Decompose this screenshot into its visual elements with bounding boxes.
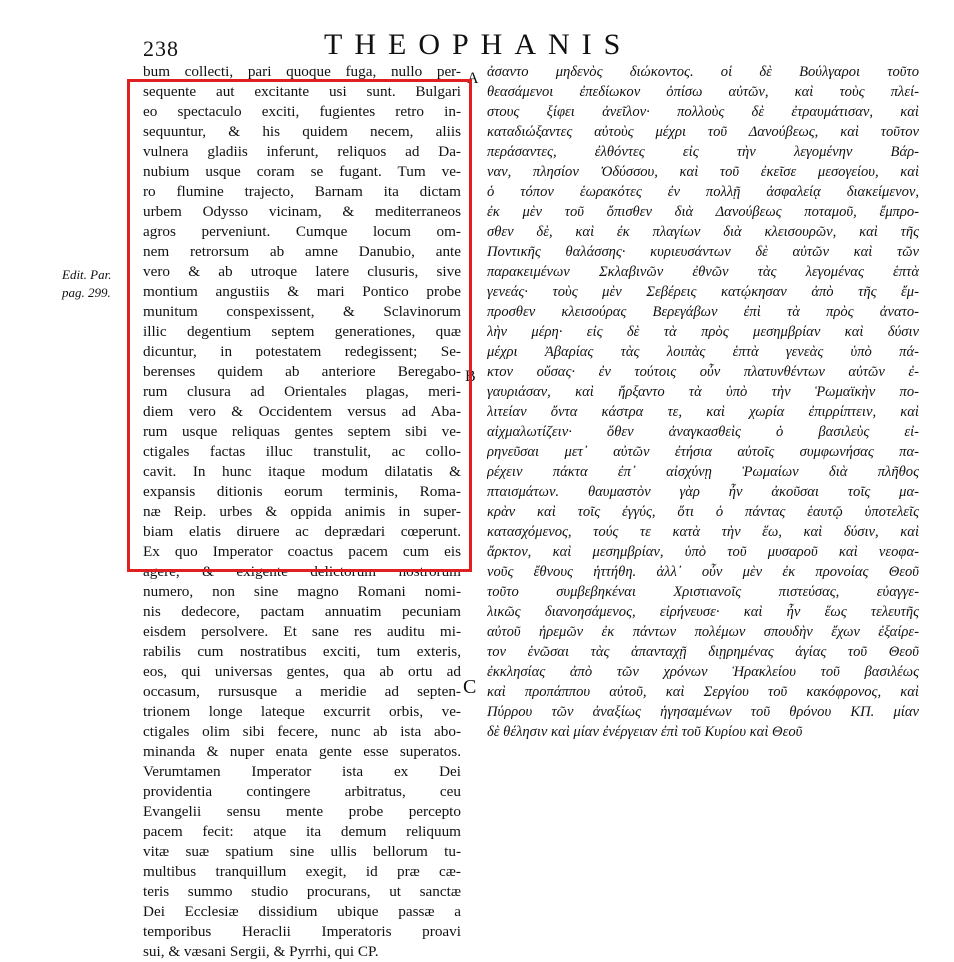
greek-text-line: δὲ θέλησιν καὶ μίαν ἐνέργειαν ἐπὶ τοῦ Κυρίου καὶ Θεοῦ: [487, 724, 803, 740]
latin-text-line: agere, & exigente delictorum nostrorum: [143, 563, 461, 580]
latin-text-line: illic degentium septem generationes, quæ: [143, 323, 461, 340]
greek-text-line: θεασάμενοι ἐπεδίωκον ὀπίσω αὐτῶν, καὶ τοὺς πλεί-: [487, 84, 919, 100]
greek-text-line: τοῦτο συμβεβηκέναι Χριστιανοῖς πιστεύσας, εὐαγγε-: [487, 584, 919, 600]
latin-text-line: eisdem persolvere. Et sane res auditu mi-: [143, 623, 461, 640]
latin-text-line: næ Reip. urbes & oppida animis in super-: [143, 503, 461, 520]
section-letter-b: B: [465, 368, 476, 385]
latin-text-line: montium angustiis & mari Pontico probe: [143, 283, 461, 300]
latin-text-line: numero, non sine magno Romani nomi-: [143, 583, 461, 600]
latin-text-line: providentia contingere arbitratus, ceu: [143, 783, 461, 800]
latin-text-line: rum clusura ad Orientales plagas, meri-: [143, 383, 461, 400]
greek-text-line: περάσαντες, ἐλθόντες εἰς τὴν λεγομένην Βάρ-: [487, 144, 919, 160]
section-letter-c: C: [463, 676, 477, 698]
greek-text-line: νοῦς ἔθνους ἡττήθη. ἀλλ᾽ οὖν μὲν ἐκ προνοίας Θεοῦ: [487, 564, 919, 580]
greek-text-line: ἐκ μὲν τοῦ ὄπισθεν διὰ Δανούβεως ποταμοῦ, ἔμπρο-: [487, 204, 919, 220]
latin-text-line: cavit. In hunc itaque modum dilatatis &: [143, 463, 461, 480]
greek-text-line: πταισμάτων. θαυμαστὸν γὰρ ἦν ἀκοῦσαι τοῖς μα-: [487, 484, 919, 500]
latin-text-line: sequuntur, & his quidem necem, aliis: [143, 123, 461, 140]
margin-note: [62, 266, 111, 302]
greek-text-line: προσθεν κλεισούρας Βερεγάβων ἐπὶ τὰ πρὸς ἀνατο-: [487, 304, 919, 320]
greek-text-line: Πύρρου τῶν ἀναξίως ἡγησαμένων τοῦ θρόνου ΚΠ. μίαν: [487, 704, 919, 720]
latin-text-line: expansis ditionis eorum terminis, Roma-: [143, 483, 461, 500]
greek-text-line: ἄρκτον, καὶ μεσημβρίαν, ὑπὸ τοῦ μυσαροῦ καὶ νεοφα-: [487, 544, 919, 560]
latin-text-line: sui, & væsani Sergii, & Pyrrhi, qui CP.: [143, 943, 379, 960]
greek-text-line: αἰχμαλωτίζειν· ὅθεν ἀναγκασθεὶς ὁ βασιλεὺς εἰ-: [487, 424, 919, 440]
greek-text-line: ναν, πλησίον Ὀδύσσου, καὶ τοῦ ἐκεῖσε μεσογείου, καὶ: [487, 164, 919, 180]
latin-text-line: biam elatis diruere ac deprædari cœperunt.: [143, 523, 461, 540]
latin-text-line: dicuntur, in potestatem redegissent; Se-: [143, 343, 461, 360]
latin-text-line: Evangelii sensu mente probe percepto: [143, 803, 461, 820]
greek-text-line: ἐκκλησίας ἀπὸ τῶν χρόνων Ἡρακλείου τοῦ βασιλέως: [487, 664, 919, 680]
section-letter-a: A: [467, 70, 479, 87]
greek-text-line: ρηνεῦσαι μετ᾽ αὐτῶν ἐτήσια αὐτοῖς συμφωνήσας πα-: [487, 444, 919, 460]
latin-text-line: nubium usque coram se fugant. Tum ve-: [143, 163, 461, 180]
latin-text-line: Dei Ecclesiæ dissidium ubique passæ a: [143, 903, 461, 920]
latin-text-line: eo spectaculo exciti, fugientes retro in-: [143, 103, 461, 120]
latin-text-line: bum collecti, pari quoque fuga, nullo per-: [143, 63, 461, 80]
latin-text-line: vero & ab utroque latere clusuris, sive: [143, 263, 461, 280]
greek-text-line: παρακειμένων Σκλαβινῶν ἐθνῶν τὰς λεγομένας ἑπτὰ: [487, 264, 919, 280]
latin-text-line: berenses quidem ab anteriore Beregabo-: [143, 363, 461, 380]
greek-text-line: μέχρι Ἀβαρίας τὰς λοιπὰς ἑπτὰ γενεὰς ὑπὸ πά-: [487, 344, 919, 360]
running-title: THEOPHANIS: [324, 28, 633, 61]
latin-text-line: eos, qui universas gentes, qua ab ortu ad: [143, 663, 461, 680]
latin-text-line: rabilis cum nostratibus exciti, tum exteris,: [143, 643, 461, 660]
latin-text-line: ctigales factas illuc transtulit, ac collo-: [143, 443, 461, 460]
greek-text-line: ἀσαντο μηδενὸς διώκοντος. οἱ δὲ Βούλγαροι τοῦτο: [487, 64, 919, 80]
greek-text-line: ρέχειν πάκτα ἐπ᾽ αἰσχύνῃ Ῥωμαίων διὰ πλῆθος: [487, 464, 919, 480]
latin-text-line: sequente aut excitante usi sunt. Bulgari: [143, 83, 461, 100]
greek-text-line: ὁ τόπον ἑωρακότες ἐν πολλῇ ἀσφαλείᾳ διακείμενον,: [487, 184, 919, 200]
page-number: 238: [143, 36, 179, 61]
latin-text-line: vulnera gladiis inferunt, reliquos ad Da-: [143, 143, 461, 160]
latin-text-line: diem vero & Occidentem versus ad Aba-: [143, 403, 461, 420]
latin-text-line: nis dedecore, pactam annuatim pecuniam: [143, 603, 461, 620]
greek-text-line: τον ἑνῶσαι τὰς ἁπανταχῇ διῃρημένας ἁγίας τοῦ Θεοῦ: [487, 644, 919, 660]
greek-text-line: λικῶς διανοησάμενος, εἰρήνευσε· καὶ ἦν ἕως τελευτῆς: [487, 604, 919, 620]
latin-text-line: Verumtamen Imperator ista ex Dei: [143, 763, 461, 780]
greek-text-line: γενεάς· τοὺς μὲν Σεβέρεις κατῴκησαν ἀπὸ τῆς ἔμ-: [487, 284, 919, 300]
latin-text-line: rum usque reliquas gentes septem sibi ve-: [143, 423, 461, 440]
latin-text-line: trionem longe lateque excurrit orbis, ve-: [143, 703, 461, 720]
greek-text-line: λιτείαν ὄντα κάστρα τε, καὶ χωρία ἐπιρρίπτειν, καὶ: [487, 404, 919, 420]
greek-text-line: καὶ προπάππου αὐτοῦ, καὶ Σεργίου τοῦ κακόφρονος, καὶ: [487, 684, 919, 700]
latin-text-line: Ex quo Imperator coactus pacem cum eis: [143, 543, 461, 560]
greek-text-line: Ποντικῆς θαλάσσης· κυριευσάντων δὲ αὐτῶν καὶ τῶν: [487, 244, 919, 260]
latin-text-line: multibus tranquillum exegit, id præ cæ-: [143, 863, 461, 880]
highlight-box: [127, 79, 472, 572]
latin-text-line: nem retrorsum ab amne Danubio, ante: [143, 243, 461, 260]
greek-text-line: καταδιώξαντες αὐτοὺς μέχρι τοῦ Δανούβεως, καὶ τοῦτον: [487, 124, 919, 140]
greek-text-line: λὴν μέρη· εἰς δὲ τὰ πρὸς μεσημβρίαν καὶ δύσιν: [487, 324, 919, 340]
latin-text-line: minanda & nuper enata gente esse superatos.: [143, 743, 461, 760]
latin-text-line: teris summo studio procurans, ut sanctæ: [143, 883, 461, 900]
latin-text-line: munitum conspexissent, & Sclavinorum: [143, 303, 461, 320]
latin-text-line: urbem Odysso vicinam, & mediterraneos: [143, 203, 461, 220]
greek-text-line: γαυριάσαν, καὶ ἤρξαντο τὰ ὑπὸ τὴν Ῥωμαϊκὴν πο-: [487, 384, 919, 400]
latin-text-line: agros perveniunt. Cumque locum om-: [143, 223, 461, 240]
greek-text-line: σθεν δὲ, καὶ ἐκ πλαγίων διὰ κλεισουρῶν, καὶ τῆς: [487, 224, 919, 240]
greek-text-line: κατασχόμενος, τούς τε κατὰ τὴν ἕω, καὶ δύσιν, καὶ: [487, 524, 919, 540]
greek-column: [487, 62, 919, 742]
latin-text-line: temporibus Heraclii Imperatoris proavi: [143, 923, 461, 940]
greek-text-line: αὐτοῦ ἠρεμῶν ἐκ πάντων πολέμων σπουδὴν ἔχων ἐξαίρε-: [487, 624, 919, 640]
latin-text-line: occasum, rursusque a meridie ad septen-: [143, 683, 461, 700]
latin-text-line: pacem fecit: atque ita demum reliquum: [143, 823, 461, 840]
latin-text-line: vitæ suæ spatium sine ullis bellorum tu-: [143, 843, 461, 860]
greek-text-line: στους ξίφει ἀνεῖλον· πολλοὺς δὲ ἐτραυμάτισαν, καὶ: [487, 104, 919, 120]
latin-text-line: ctigales olim sibi fecere, nunc ab ista abo-: [143, 723, 461, 740]
margin-note-line: pag. 299.: [62, 285, 111, 300]
margin-note-line: Edit. Par.: [62, 267, 112, 282]
latin-text-line: ro flumine trajecto, Barnam ita dictam: [143, 183, 461, 200]
greek-text-line: κτον οὔσας· ἐν τούτοις οὖν πλατυνθέντων αὐτῶν ἐ-: [487, 364, 919, 380]
greek-text-line: κρὰν καὶ τοῖς ἐγγύς, ὅτι ὁ πάντας ἑαυτῷ ὑποτελεῖς: [487, 504, 919, 520]
